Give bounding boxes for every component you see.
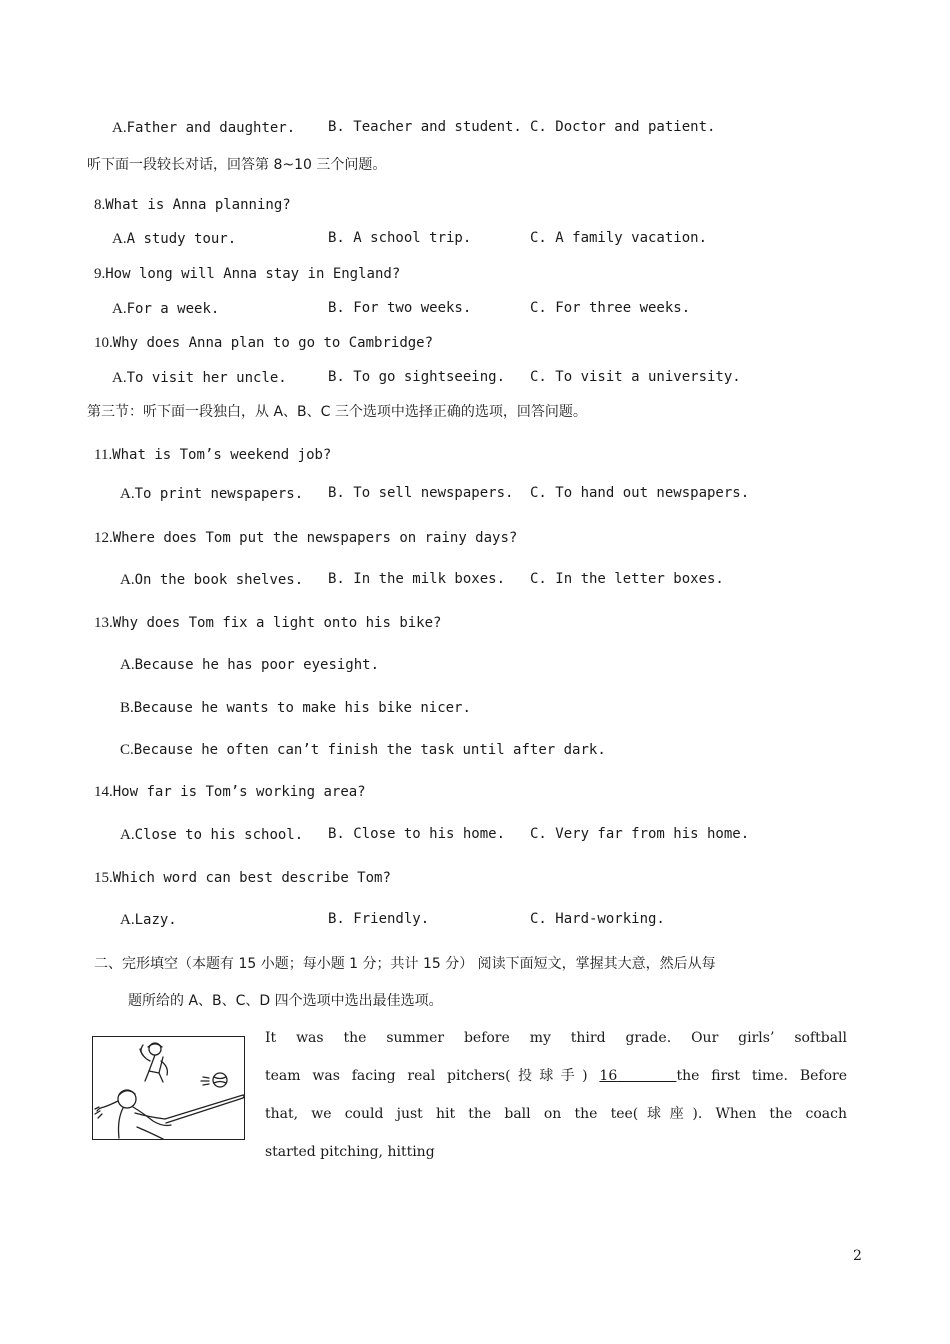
section-3-heading: 第三节：听下面一段独白，从 A、B、C 三个选项中选择正确的选项，回答问题。 — [87, 404, 587, 420]
q13-option-b: B.Because he wants to make his bike nicer. — [120, 700, 471, 716]
page-number: 2 — [853, 1248, 862, 1264]
q9-option-b: B. For two weeks. — [328, 300, 472, 316]
part-2-heading-line-2: 题所给的 A、B、C、D 四个选项中选出最佳选项。 — [128, 993, 443, 1009]
q12-option-b: B. In the milk boxes. — [328, 571, 506, 587]
q10-option-a: A.To visit her uncle. — [112, 370, 287, 386]
question-9: 9.How long will Anna stay in England? — [94, 266, 401, 282]
q7-option-c: C. Doctor and patient. — [530, 119, 716, 135]
softball-players-drawing — [93, 1037, 245, 1140]
q10-option-c: C. To visit a university. — [530, 369, 741, 385]
blank-16: 16 — [599, 1068, 618, 1084]
q7-option-b: B. Teacher and student. — [328, 119, 522, 135]
q11-option-b: B. To sell newspapers. — [328, 485, 514, 501]
q13-option-a: A.Because he has poor eyesight. — [120, 657, 380, 673]
softball-illustration — [92, 1036, 245, 1140]
q9-option-a: A.For a week. — [112, 301, 220, 317]
q7-option-a: A.Father and daughter. — [112, 120, 296, 136]
q12-option-c: C. In the letter boxes. — [530, 571, 724, 587]
question-11: 11.What is Tom’s weekend job? — [94, 447, 332, 463]
part-2-heading-line-1: 二、完形填空（本题有 15 小题；每小题 1 分；共计 15 分） 阅读下面短文，掌握其大意，然后从每 — [94, 956, 716, 972]
passage-line-1: It was the summer before my third grade. Our girls’ softball — [265, 1030, 847, 1046]
q12-option-a: A.On the book shelves. — [120, 572, 304, 588]
question-8: 8.What is Anna planning? — [94, 197, 291, 213]
q14-option-a: A.Close to his school. — [120, 827, 304, 843]
question-13: 13.Why does Tom fix a light onto his bike? — [94, 615, 442, 631]
q8-option-a: A.A study tour. — [112, 231, 237, 247]
q14-option-c: C. Very far from his home. — [530, 826, 750, 842]
question-15: 15.Which word can best describe Tom? — [94, 870, 391, 886]
q11-option-a: A.To print newspapers. — [120, 486, 304, 502]
q11-option-c: C. To hand out newspapers. — [530, 485, 750, 501]
q10-option-b: B. To go sightseeing. — [328, 369, 506, 385]
q13-option-c: C.Because he often can’t finish the task until after dark. — [120, 742, 606, 758]
passage-line-3: that, we could just hit the ball on the tee(球座). When the coach — [265, 1106, 847, 1122]
q8-option-b: B. A school trip. — [328, 230, 472, 246]
q15-option-c: C. Hard-working. — [530, 911, 665, 927]
section-intro-8-10: 听下面一段较长对话，回答第 8~10 三个问题。 — [87, 157, 387, 173]
q15-option-b: B. Friendly. — [328, 911, 430, 927]
q9-option-c: C. For three weeks. — [530, 300, 691, 316]
passage-line-4: started pitching, hitting — [265, 1144, 435, 1160]
passage-line-2: team was facing real pitchers(投球手) 16 the first time. Before — [265, 1068, 847, 1084]
question-12: 12.Where does Tom put the newspapers on rainy days? — [94, 530, 518, 546]
question-14: 14.How far is Tom’s working area? — [94, 784, 366, 800]
q15-option-a: A.Lazy. — [120, 912, 177, 928]
q14-option-b: B. Close to his home. — [328, 826, 506, 842]
q8-option-c: C. A family vacation. — [530, 230, 708, 246]
question-10: 10.Why does Anna plan to go to Cambridge? — [94, 335, 434, 351]
